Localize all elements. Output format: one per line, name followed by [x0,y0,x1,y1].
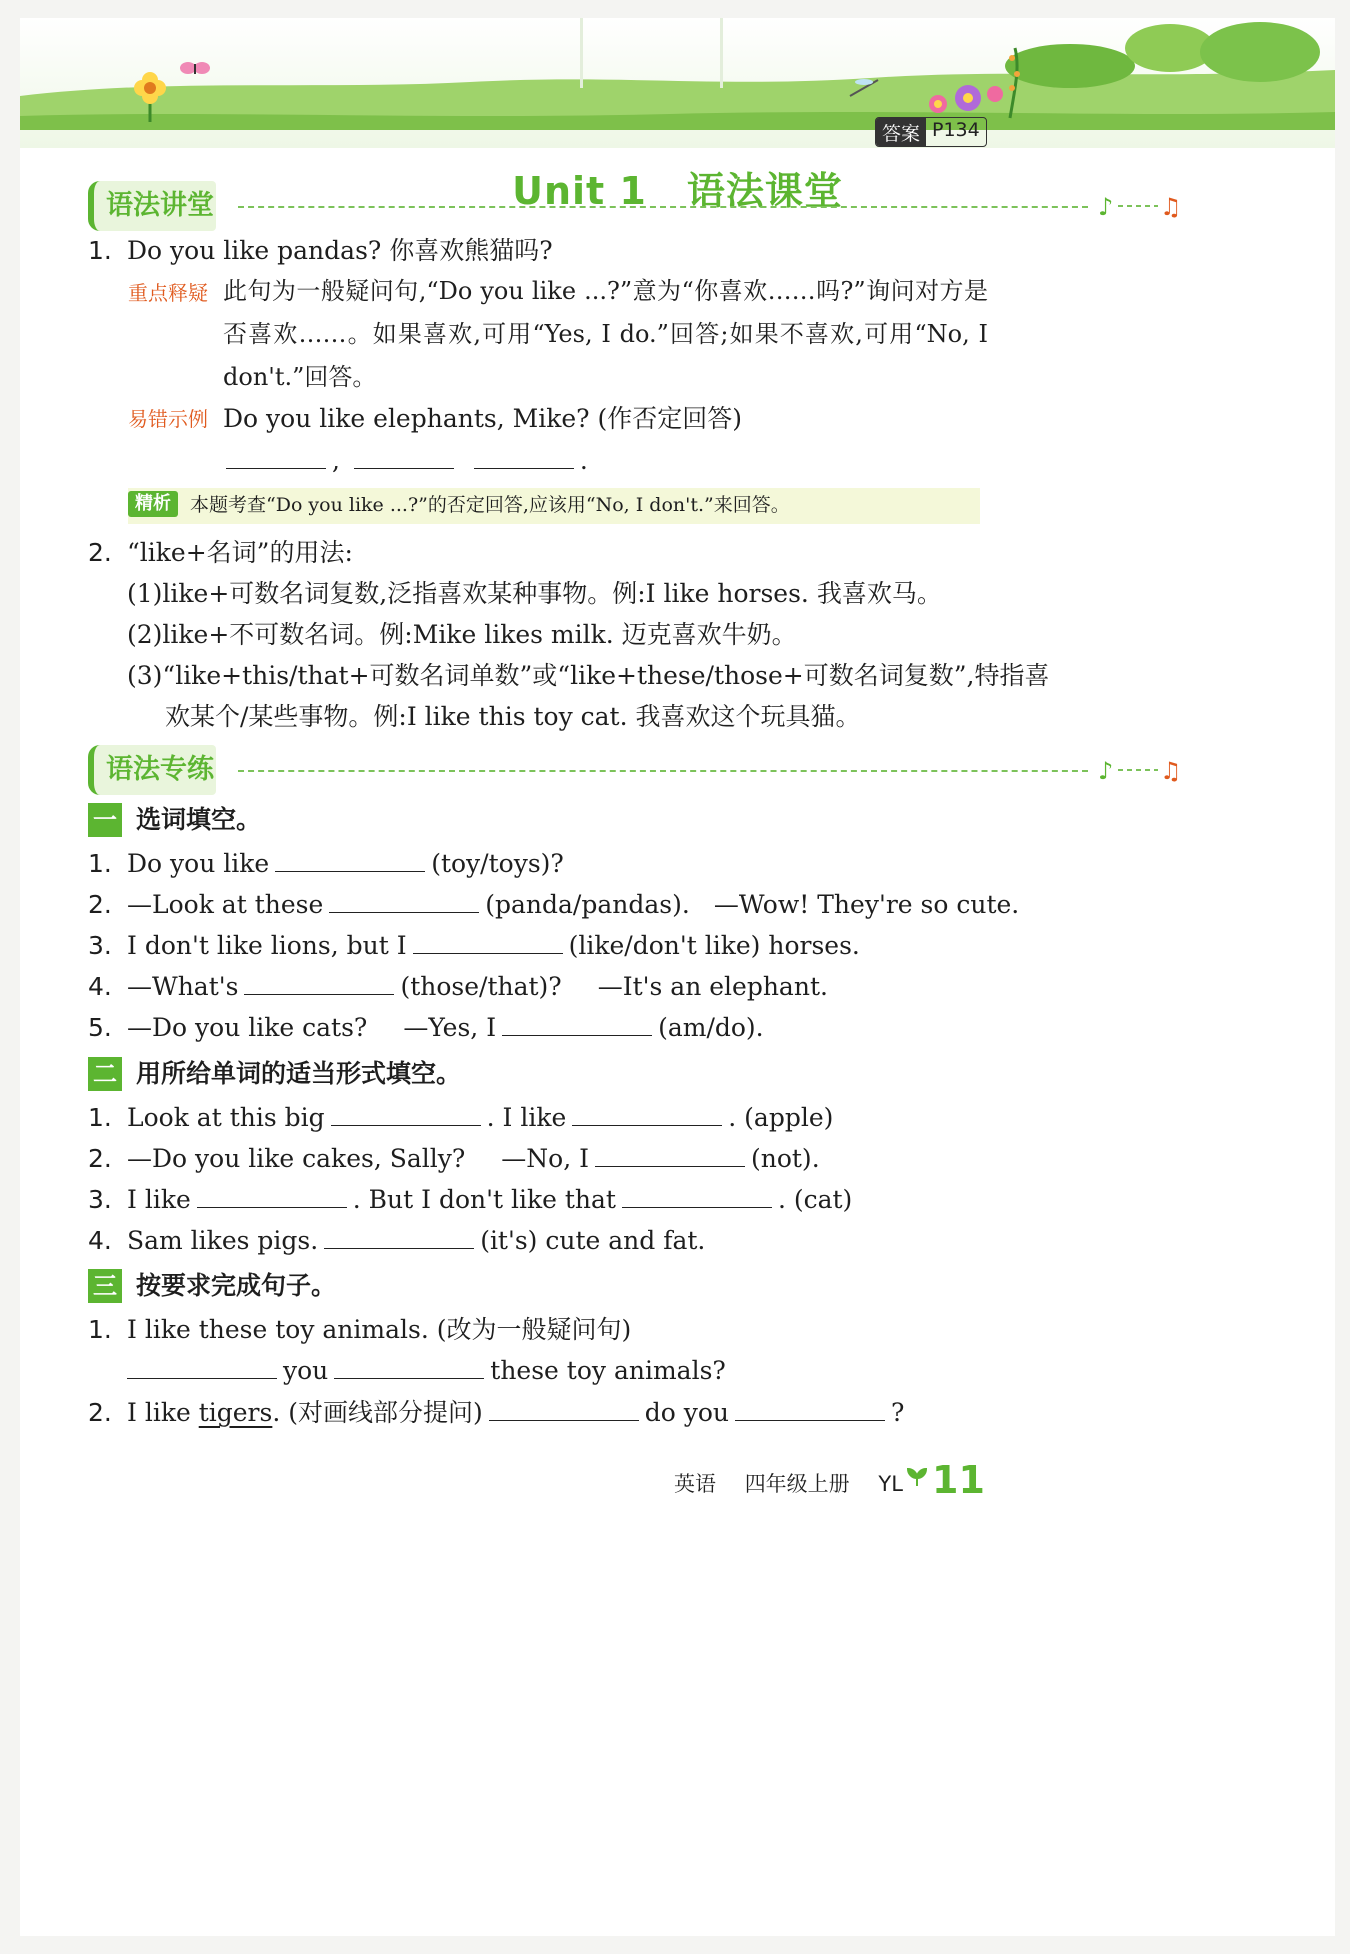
exercise-title: 按要求完成句子。 [136,1271,337,1300]
meadow-banner-illustration [20,18,1335,148]
question-1-2: —Look at these (panda/pandas). —Wow! They're so cute. [127,890,1020,919]
answer-page-ref [875,117,987,147]
question-3-2: I like tigers. (对画线部分提问) do you ? [127,1398,905,1427]
footer-edition: YL [878,1472,903,1496]
svg-text:♪: ♪ [1098,757,1114,785]
question-2-1: Look at this big . I like . (apple) [127,1103,834,1132]
item-number: 1. [88,236,112,265]
unit-label: Unit 1 [512,169,647,213]
page-number: 11 [932,1458,985,1502]
key-point-text: 此句为一般疑问句,“Do you like ...?”意为“你喜欢……吗?”询问对方是否喜欢……。如果喜欢,可用“Yes, I do.”回答;如果不喜欢,可用“No, I don't.”回答。 [223,277,988,391]
fill-blank[interactable] [329,888,479,913]
question-number: 2. [88,1144,112,1173]
fill-blank[interactable] [489,1396,639,1421]
usage-point-1: (1)like+可数名词复数,泛指喜欢某种事物。例:I like horses. 我喜欢马。 [127,579,942,608]
question-2-4: Sam likes pigs. (it's) cute and fat. [127,1226,706,1255]
answer-blank[interactable] [226,444,326,469]
question-number: 5. [88,1013,112,1042]
question-number: 2. [88,890,112,919]
usage-point-2: (2)like+不可数名词。例:Mike likes milk. 迈克喜欢牛奶。 [127,620,797,649]
question-1-5: —Do you like cats? —Yes, I (am/do). [127,1013,764,1042]
question-number: 1. [88,1103,112,1132]
question-1-1: Do you like (toy/toys)? [127,849,564,878]
dashed-divider [238,206,1088,208]
fill-blank[interactable] [244,970,394,995]
question-number: 2. [88,1398,112,1427]
fill-blank[interactable] [413,929,563,954]
footer-subject: 英语 [674,1472,716,1496]
fill-blank[interactable] [334,1354,484,1379]
fill-blank[interactable] [595,1142,745,1167]
fill-blank[interactable] [324,1224,474,1249]
question-2-2: —Do you like cakes, Sally? —No, I (not). [127,1144,820,1173]
fill-blank[interactable] [622,1183,772,1208]
usage-point-3-cont: 欢某个/某些事物。例:I like this toy cat. 我喜欢这个玩具猫。 [165,702,861,731]
lesson-title: 语法课堂 [686,169,843,213]
question-number: 1. [88,1315,112,1344]
answer-page: P134 [932,119,980,141]
fill-blank[interactable] [275,847,425,872]
question-2-3: I like . But I don't like that . (cat) [127,1185,853,1214]
question-3-1-answer: you these toy animals? [121,1354,726,1388]
fill-blank[interactable] [735,1396,885,1421]
answer-blank[interactable] [354,444,454,469]
exercise-badge: 三 [88,1269,122,1303]
fill-blank[interactable] [572,1101,722,1126]
section-header-grammar-practice [88,745,1228,801]
analysis-box [128,488,980,524]
exercise-title: 选词填空。 [136,805,262,834]
answer-blank[interactable] [474,444,574,469]
question-number: 4. [88,972,112,1001]
svg-text:♫: ♫ [1160,757,1182,785]
footer-info [674,1468,903,1498]
item-number: 2. [88,538,112,567]
common-error-label: 易错示例 [128,407,208,431]
item-title: “like+名词”的用法: [127,538,353,567]
workbook-page [20,18,1335,1936]
item-sentence: Do you like pandas? 你喜欢熊猫吗? [127,236,553,265]
question-number: 4. [88,1226,112,1255]
question-1-4: —What's (those/that)? —It's an elephant. [127,972,828,1001]
dashed-divider [238,770,1088,772]
music-notes-icon [1088,181,1228,231]
analysis-badge: 精析 [128,491,178,517]
question-1-3: I don't like lions, but I (like/don't like) horses. [127,931,860,960]
question-number: 3. [88,1185,112,1214]
underlined-word: tigers [198,1398,273,1427]
exercise-title: 用所给单词的适当形式填空。 [136,1059,462,1088]
fill-blank[interactable] [331,1101,481,1126]
footer-grade: 四年级上册 [744,1472,850,1496]
svg-text:♪: ♪ [1098,193,1114,221]
page-footer [20,1458,1335,1508]
fill-blank[interactable] [197,1183,347,1208]
svg-text:♫: ♫ [1160,193,1182,221]
question-number: 3. [88,931,112,960]
exercise-badge: 一 [88,803,122,837]
section-label: 语法讲堂 [88,181,216,231]
key-point-label: 重点释疑 [128,281,208,305]
answer-blanks: , . [220,444,588,478]
section-label: 语法专练 [88,745,216,795]
question-number: 1. [88,849,112,878]
usage-point-3: (3)“like+this/that+可数名词单数”或“like+these/those+可数名词复数”,特指喜 [127,661,1050,690]
fill-blank[interactable] [127,1354,277,1379]
music-notes-icon [1088,745,1228,795]
section-header-grammar-lecture [88,181,1228,237]
common-error-text: Do you like elephants, Mike? (作否定回答) [223,404,743,433]
leaf-icon [906,1466,928,1488]
answer-label: 答案 [876,118,926,146]
question-3-1: I like these toy animals. (改为一般疑问句) [127,1315,632,1344]
fill-blank[interactable] [502,1011,652,1036]
exercise-badge: 二 [88,1057,122,1091]
analysis-text: 本题考查“Do you like ...?”的否定回答,应该用“No, I don't.”来回答。 [190,494,790,516]
